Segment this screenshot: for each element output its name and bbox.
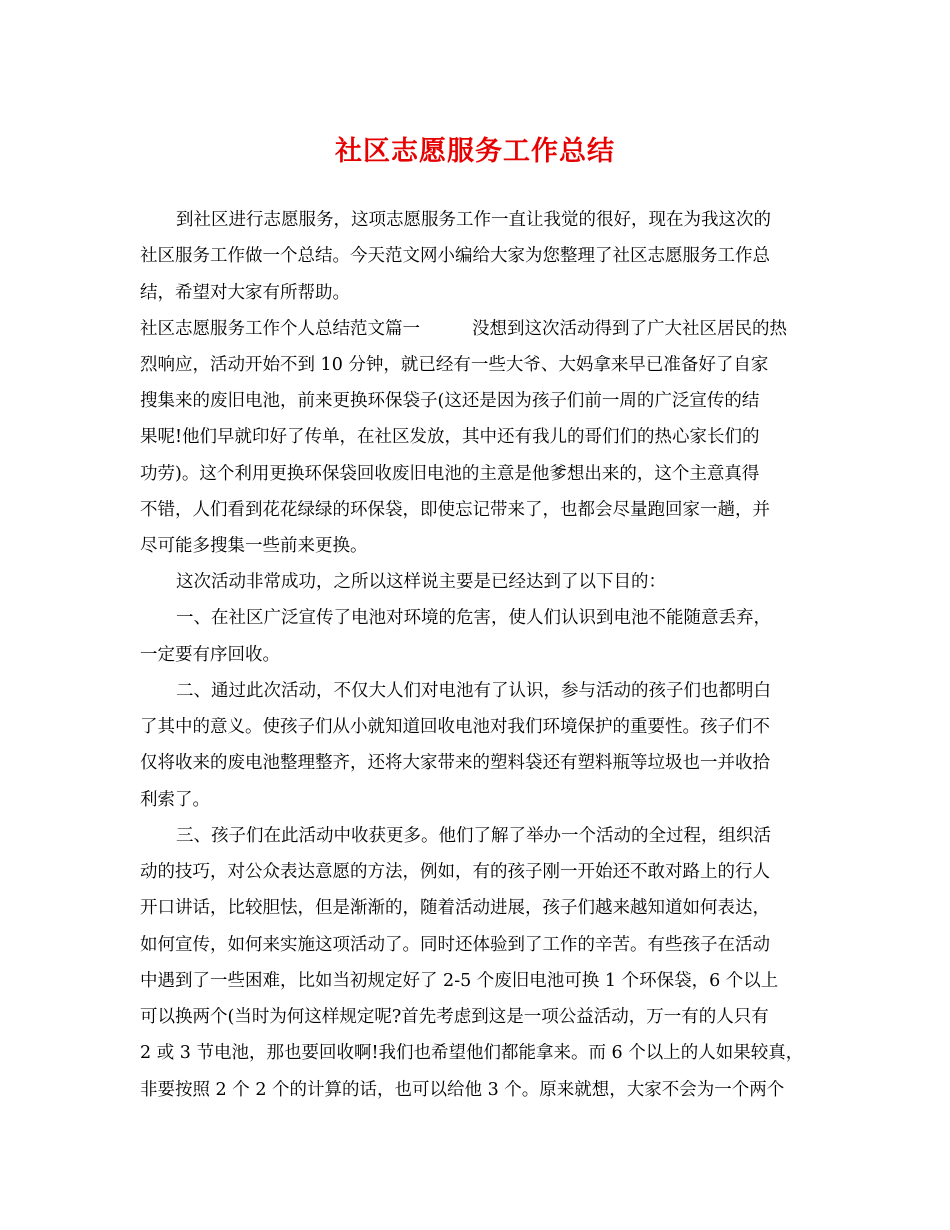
paragraph-line: 尽可能多搜集一些前来更换。 [140, 536, 368, 556]
paragraph-line: 不错，人们看到花花绿绿的环保袋，即使忘记带来了，也都会尽量跑回家一趟，并 [140, 500, 770, 520]
paragraph-line: 利索了。 [140, 790, 210, 810]
paragraph-text: 没想到这次活动得到了广大社区居民的热 [472, 319, 787, 339]
paragraph-line: 到社区进行志愿服务，这项志愿服务工作一直让我觉的很好，现在为我这次的 [176, 210, 771, 230]
paragraph-line: 一定要有序回收。 [140, 645, 280, 665]
paragraph-line: 中遇到了一些困难，比如当初规定好了 2-5 个废旧电池可换 1 个环保袋，6 个以上 [140, 971, 779, 991]
paragraph-line: 果呢!他们早就印好了传单，在社区发放，其中还有我儿的哥们们的热心家长们的 [140, 427, 760, 447]
paragraph-line: 二、通过此次活动，不仅大人们对电池有了认识，参与活动的孩子们也都明白 [176, 681, 771, 701]
paragraph-line: 这次活动非常成功，之所以这样说主要是已经达到了以下目的： [176, 572, 666, 592]
paragraph-line: 如何宣传，如何来实施这项活动了。同时还体验到了工作的辛苦。有些孩子在活动 [140, 935, 770, 955]
paragraph-line [140, 314, 830, 344]
paragraph-line: 仅将收来的废电池整理整齐，还将大家带来的塑料袋还有塑料瓶等垃圾也一并收拾 [140, 753, 770, 773]
paragraph-line: 非要按照 2 个 2 个的计算的话，也可以给他 3 个。原来就想，大家不会为一个两个 [140, 1080, 785, 1100]
paragraph-line: 三、孩子们在此活动中收获更多。他们了解了举办一个活动的全过程，组织活 [176, 826, 771, 846]
paragraph-line: 开口讲话，比较胆怯，但是渐渐的，随着活动进展，孩子们越来越知道如何表达， [140, 898, 770, 918]
paragraph-line: 结，希望对大家有所帮助。 [140, 283, 350, 303]
paragraph-line: 功劳)。这个利用更换环保袋回收废旧电池的主意是他爹想出来的，这个主意真得 [140, 464, 760, 484]
paragraph-line: 一、在社区广泛宣传了电池对环境的危害，使人们认识到电池不能随意丢弃， [176, 608, 771, 628]
paragraph-line: 可以换两个(当时为何这样规定呢?首先考虑到这是一项公益活动，万一有的人只有 [140, 1007, 769, 1027]
paragraph-line: 动的技巧，对公众表达意愿的方法，例如，有的孩子刚一开始还不敢对路上的行人 [140, 862, 770, 882]
paragraph-line: 了其中的意义。使孩子们从小就知道回收电池对我们环境保护的重要性。孩子们不 [140, 717, 770, 737]
document-title: 社区志愿服务工作总结 [335, 136, 615, 167]
paragraph-line: 2 或 3 节电池，那也要回收啊!我们也希望他们都能拿来。而 6 个以上的人如果较真， [140, 1043, 804, 1063]
paragraph-line: 社区服务工作做一个总结。今天范文网小编给大家为您整理了社区志愿服务工作总 [140, 246, 770, 266]
section-heading: 社区志愿服务工作个人总结范文篇一 [140, 319, 420, 339]
paragraph-line: 搜集来的废旧电池，前来更换环保袋子(这还是因为孩子们前一周的广泛宣传的结 [140, 391, 760, 411]
paragraph-line: 烈响应，活动开始不到 10 分钟，就已经有一些大爷、大妈拿来早已准备好了自家 [140, 355, 769, 375]
